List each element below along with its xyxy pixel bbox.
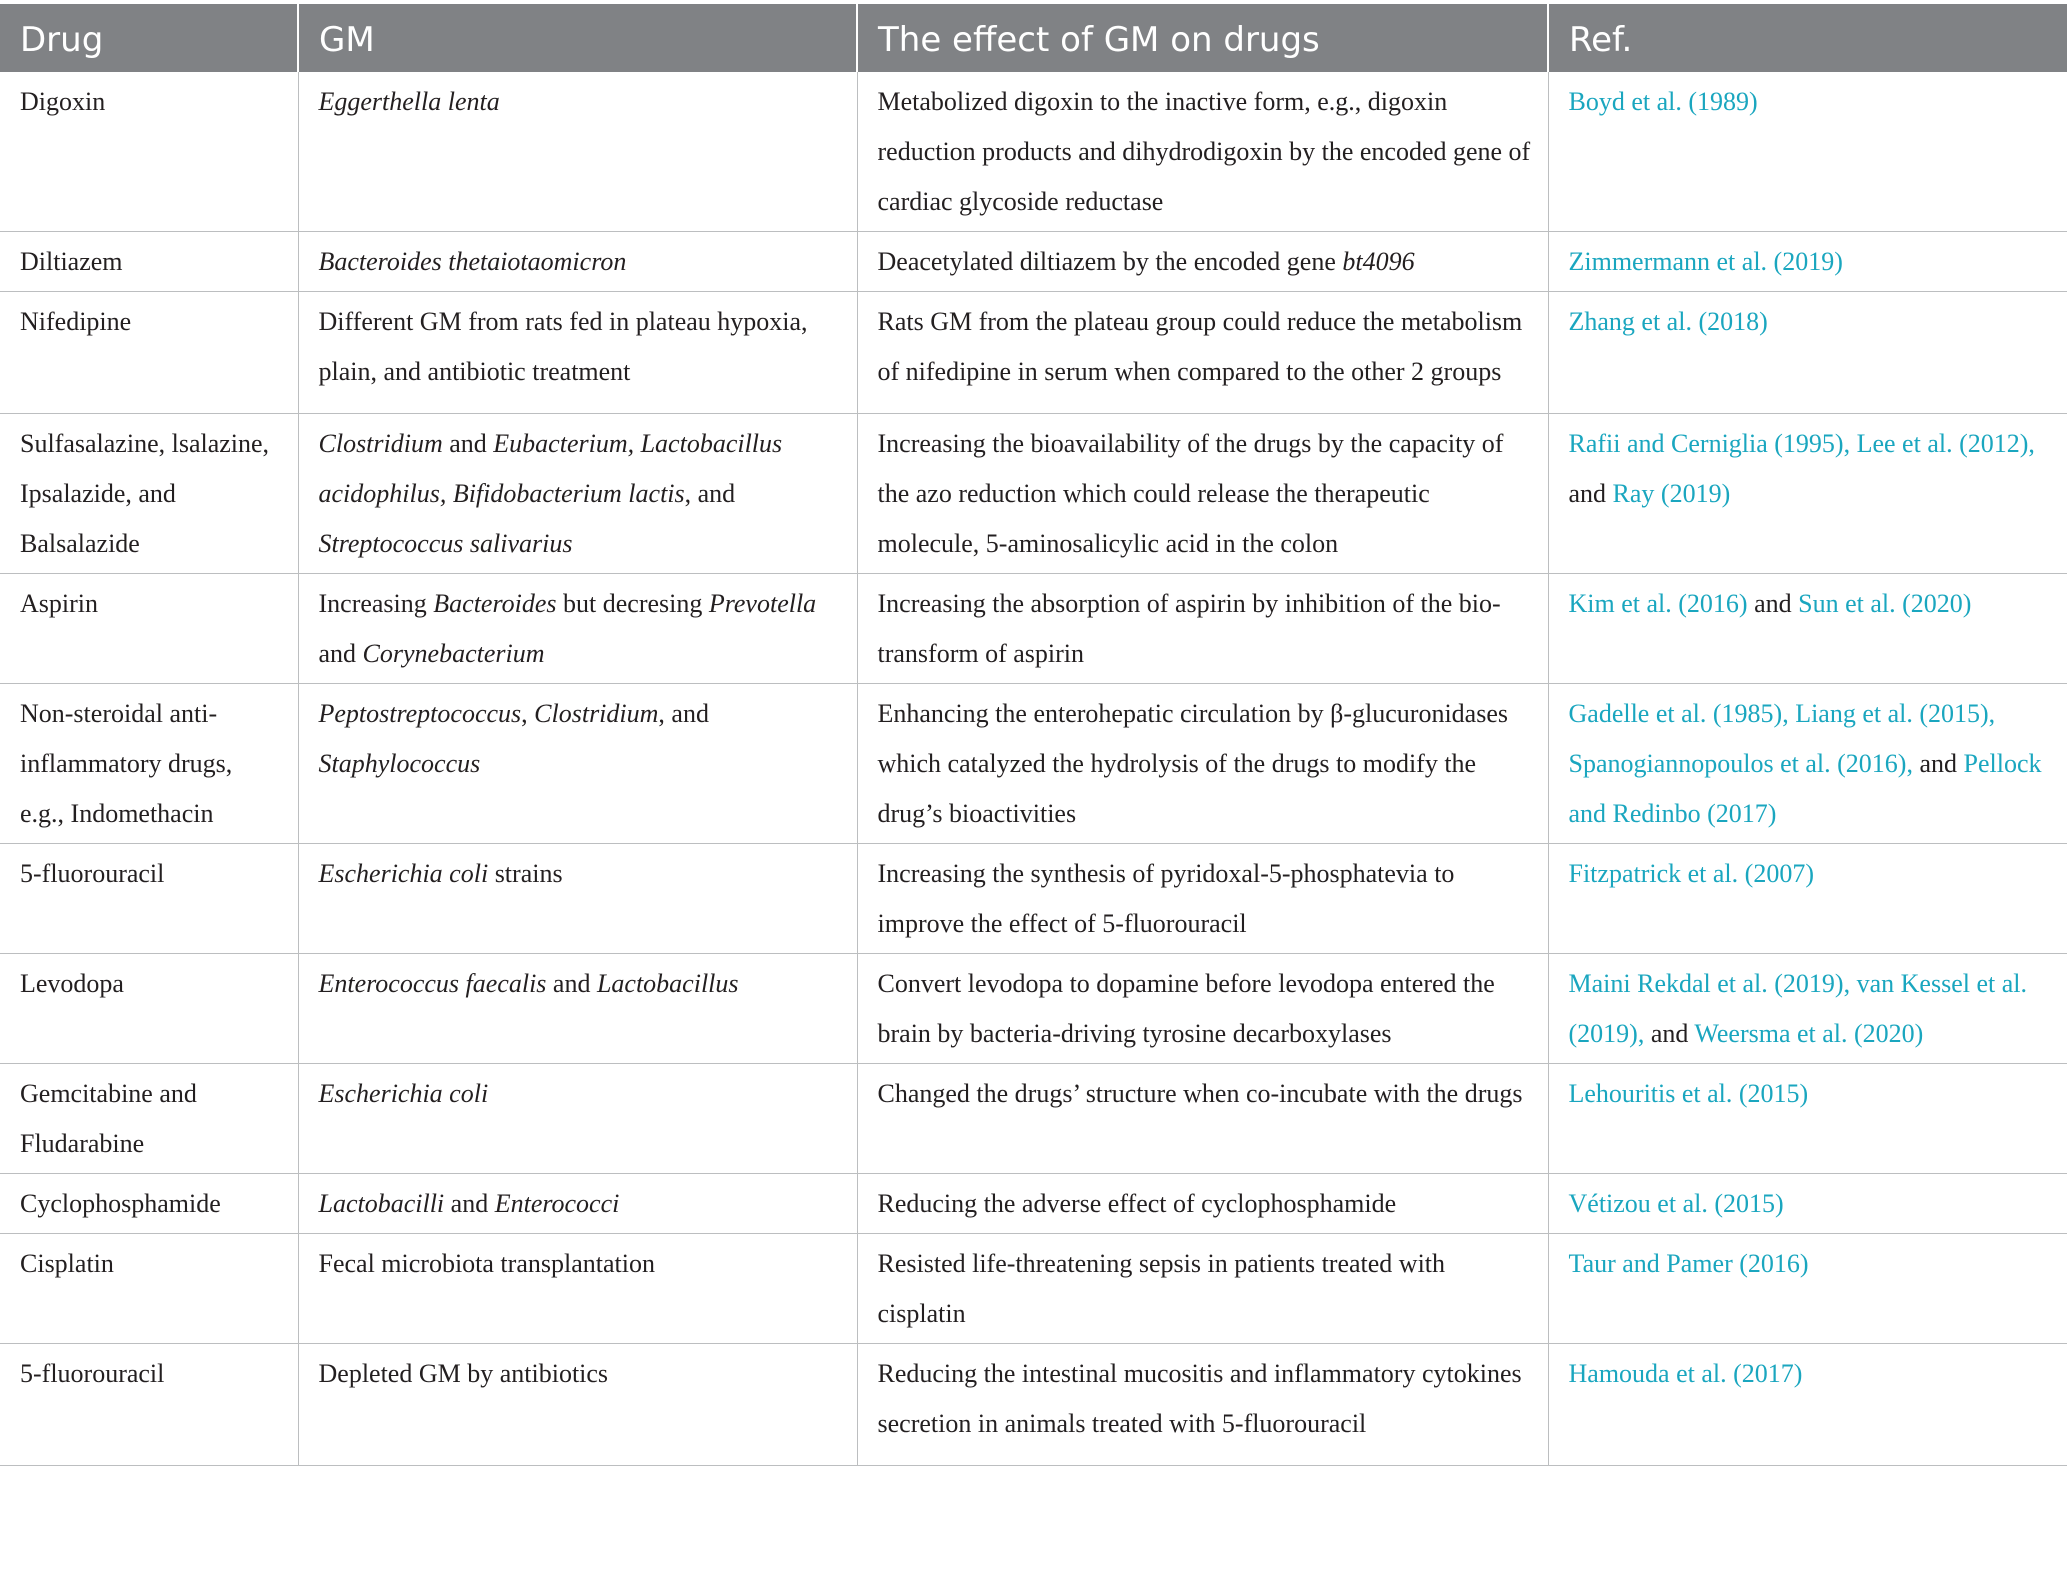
- cell-text: Enhancing the enterohepatic circulation by β-glucuronidases which catalyzed the hydrolysis of the drugs to modify the drug’s bioactivities: [877, 699, 1508, 828]
- cell-drug: Nifedipine: [0, 292, 298, 414]
- reference-link[interactable]: Lehouritis et al. (2015): [1568, 1079, 1809, 1108]
- header-ref: Ref.: [1548, 4, 2067, 72]
- table-row: [0, 1174, 2067, 1234]
- reference-link[interactable]: Ray (2019): [1612, 479, 1731, 508]
- table-body: [0, 72, 2067, 1466]
- cell-effect: [857, 844, 1548, 954]
- cell-text: and: [318, 639, 363, 668]
- cell-drug: Aspirin: [0, 574, 298, 684]
- species-name: Prevotella: [708, 589, 817, 618]
- table-row: [0, 684, 2067, 844]
- reference-link[interactable]: Taur and Pamer (2016): [1568, 1249, 1809, 1278]
- header-gm: GM: [298, 4, 857, 72]
- reference-link[interactable]: Fitzpatrick et al. (2007): [1568, 859, 1814, 888]
- table-header: [0, 4, 2067, 72]
- cell-ref: [1548, 574, 2067, 684]
- reference-link[interactable]: Hamouda et al. (2017): [1568, 1359, 1803, 1388]
- reference-link[interactable]: Gadelle et al. (1985), Liang et al. (2015), Spanogiannopoulos et al. (2016),: [1568, 699, 1996, 778]
- cell-effect: [857, 1064, 1548, 1174]
- species-name: Clostridium: [534, 699, 659, 728]
- cell-text: and: [1747, 589, 1799, 618]
- cell-drug: Cyclophosphamide: [0, 1174, 298, 1234]
- table-row: [0, 72, 2067, 232]
- cell-gm: [298, 954, 857, 1064]
- cell-gm: [298, 574, 857, 684]
- cell-text: Depleted GM by antibiotics: [318, 1359, 609, 1388]
- cell-drug: Diltiazem: [0, 232, 298, 292]
- cell-ref: [1548, 232, 2067, 292]
- cell-text: Rats GM from the plateau group could reduce the metabolism of nifedipine in serum when compared to the other 2 groups: [877, 307, 1523, 386]
- cell-drug: Gemcitabine and Fludarabine: [0, 1064, 298, 1174]
- cell-drug: Digoxin: [0, 72, 298, 232]
- cell-text: and: [1568, 479, 1613, 508]
- table-row: [0, 292, 2067, 414]
- reference-link[interactable]: Rafii and Cerniglia (1995), Lee et al. (2012),: [1568, 429, 2035, 458]
- cell-effect: [857, 954, 1548, 1064]
- cell-ref: [1548, 72, 2067, 232]
- cell-gm: [298, 1344, 857, 1466]
- cell-ref: [1548, 844, 2067, 954]
- cell-gm: [298, 1234, 857, 1344]
- cell-gm: [298, 684, 857, 844]
- cell-ref: [1548, 292, 2067, 414]
- reference-link[interactable]: Pellock and Redinbo (2017): [1568, 749, 2042, 828]
- species-name: Corynebacterium: [362, 639, 545, 668]
- cell-effect: [857, 1174, 1548, 1234]
- species-name: Streptococcus salivarius: [318, 529, 573, 558]
- table-row: [0, 1064, 2067, 1174]
- cell-gm: [298, 1174, 857, 1234]
- cell-text: ,: [521, 699, 535, 728]
- cell-gm: [298, 292, 857, 414]
- cell-text: Increasing the absorption of aspirin by inhibition of the bio-transform of aspirin: [877, 589, 1501, 668]
- cell-ref: [1548, 1344, 2067, 1466]
- cell-ref: [1548, 414, 2067, 574]
- reference-link[interactable]: Weersma et al. (2020): [1694, 1019, 1924, 1048]
- cell-drug: Levodopa: [0, 954, 298, 1064]
- cell-effect: [857, 684, 1548, 844]
- reference-link[interactable]: Vétizou et al. (2015): [1568, 1189, 1784, 1218]
- header-effect: The effect of GM on drugs: [857, 4, 1548, 72]
- cell-drug: 5-fluorouracil: [0, 1344, 298, 1466]
- cell-text: and: [1912, 749, 1964, 778]
- header-row: [0, 4, 2067, 72]
- cell-ref: [1548, 684, 2067, 844]
- cell-effect: [857, 414, 1548, 574]
- cell-drug: Cisplatin: [0, 1234, 298, 1344]
- species-name: Eubacterium, Lactobacillus acidophilus, Bifidobacterium lactis: [318, 429, 783, 508]
- cell-gm: [298, 72, 857, 232]
- cell-gm: [298, 844, 857, 954]
- cell-text: Increasing the synthesis of pyridoxal-5-phosphatevia to improve the effect of 5-fluorouracil: [877, 859, 1455, 938]
- cell-effect: [857, 232, 1548, 292]
- table-row: [0, 1344, 2067, 1466]
- species-name: Peptostreptococcus: [318, 699, 522, 728]
- table-row: [0, 844, 2067, 954]
- species-name: Clostridium: [318, 429, 443, 458]
- cell-text: Fecal microbiota transplantation: [318, 1249, 655, 1278]
- cell-gm: [298, 414, 857, 574]
- cell-text: and: [1644, 1019, 1695, 1048]
- reference-link[interactable]: Sun et al. (2020): [1798, 589, 1972, 618]
- cell-text: Reducing the intestinal mucositis and inflammatory cytokines secretion in animals treated with 5-fluorouracil: [877, 1359, 1522, 1438]
- cell-ref: [1548, 1174, 2067, 1234]
- cell-text: Changed the drugs’ structure when co-incubate with the drugs: [877, 1079, 1523, 1108]
- species-name: Staphylococcus: [318, 749, 481, 778]
- cell-text: Resisted life-threatening sepsis in patients treated with cisplatin: [877, 1249, 1446, 1328]
- cell-text: strains: [488, 859, 563, 888]
- cell-text: and: [444, 1189, 495, 1218]
- cell-effect: [857, 574, 1548, 684]
- drug-gm-table: [0, 4, 2067, 1466]
- species-name: Escherichia coli: [318, 1079, 489, 1108]
- cell-effect: [857, 72, 1548, 232]
- cell-text: Reducing the adverse effect of cyclophosphamide: [877, 1189, 1397, 1218]
- species-name: Bacteroides: [433, 589, 557, 618]
- species-name: Lactobacillus: [596, 969, 739, 998]
- cell-effect: [857, 1344, 1548, 1466]
- cell-text: Increasing the bioavailability of the drugs by the capacity of the azo reduction which could release the therapeutic molecule, 5-aminosalicylic acid in the colon: [877, 429, 1504, 558]
- cell-ref: [1548, 1234, 2067, 1344]
- species-name: Eggerthella lenta: [318, 87, 500, 116]
- table-row: [0, 574, 2067, 684]
- reference-link[interactable]: Boyd et al. (1989): [1568, 87, 1758, 116]
- cell-text: Increasing: [318, 589, 434, 618]
- cell-drug: Non-steroidal anti-inflammatory drugs, e.g., Indomethacin: [0, 684, 298, 844]
- cell-effect: [857, 292, 1548, 414]
- species-name: Lactobacilli: [318, 1189, 445, 1218]
- cell-text: and: [546, 969, 597, 998]
- cell-text: but decresing: [556, 589, 709, 618]
- reference-link[interactable]: Zhang et al. (2018): [1568, 307, 1768, 336]
- table-row: [0, 954, 2067, 1064]
- cell-text: Different GM from rats fed in plateau hypoxia, plain, and antibiotic treatment: [318, 307, 808, 386]
- header-drug: Drug: [20, 20, 104, 60]
- species-name: Bacteroides thetaiotaomicron: [318, 247, 627, 276]
- cell-text: and: [442, 429, 494, 458]
- species-name: Enterococcus faecalis: [318, 969, 547, 998]
- cell-effect: [857, 1234, 1548, 1344]
- reference-link[interactable]: Kim et al. (2016): [1568, 589, 1748, 618]
- cell-text: Metabolized digoxin to the inactive form, e.g., digoxin reduction products and dihydrodigoxin by the encoded gene of cardiac glycoside reductase: [877, 87, 1531, 216]
- reference-link[interactable]: Maini Rekdal et al. (2019), van Kessel et al. (2019),: [1568, 969, 2027, 1048]
- cell-ref: [1548, 954, 2067, 1064]
- cell-text: , and: [658, 699, 709, 728]
- cell-drug: 5-fluorouracil: [0, 844, 298, 954]
- table-row: [0, 414, 2067, 574]
- cell-text: , and: [684, 479, 736, 508]
- species-name: Enterococci: [494, 1189, 620, 1218]
- cell-text: Convert levodopa to dopamine before levodopa entered the brain by bacteria-driving tyrosine decarboxylases: [877, 969, 1495, 1048]
- cell-ref: [1548, 1064, 2067, 1174]
- table-row: [0, 1234, 2067, 1344]
- species-name: Escherichia coli: [318, 859, 489, 888]
- species-name: bt4096: [1342, 247, 1415, 276]
- table-row: [0, 232, 2067, 292]
- cell-drug: Sulfasalazine, lsalazine, Ipsalazide, and Balsalazide: [0, 414, 298, 574]
- cell-gm: [298, 232, 857, 292]
- cell-text: Deacetylated diltiazem by the encoded gene: [877, 247, 1343, 276]
- reference-link[interactable]: Zimmermann et al. (2019): [1568, 247, 1843, 276]
- cell-gm: [298, 1064, 857, 1174]
